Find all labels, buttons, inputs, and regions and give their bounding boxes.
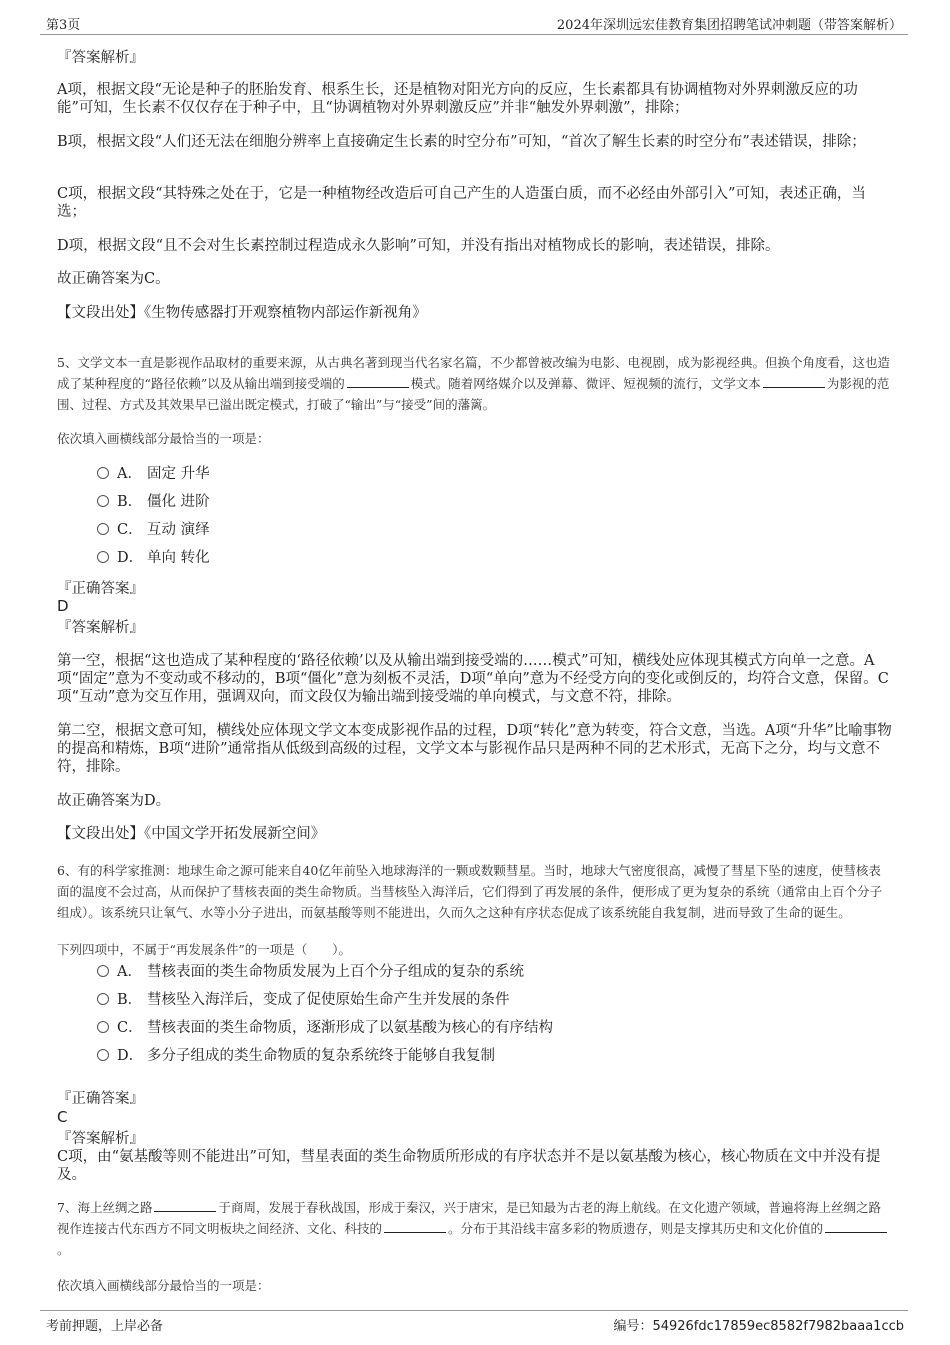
- radio-icon[interactable]: [97, 965, 109, 977]
- q5-option-d[interactable]: D． 单向 转化: [97, 548, 210, 568]
- q4-conclusion: 故正确答案为C。: [57, 271, 170, 287]
- q6-option-a[interactable]: A． 彗核表面的类生命物质发展为上百个分子组成的复杂的系统: [97, 962, 524, 982]
- q5-analysis-title: 『答案解析』: [57, 620, 144, 636]
- q7-prompt: 依次填入画横线部分最恰当的一项是：: [57, 1278, 270, 1293]
- q4-source: 【文段出处】《生物传感器打开观察植物内部运作新视角》: [57, 305, 427, 321]
- q4-analysis-d: D项，根据文段“且不会对生长素控制过程造成永久影响”可知，并没有指出对植物成长的影响，表述错误，排除。: [57, 238, 780, 254]
- q5-analysis-2: 第二空，根据文意可知，横线处应体现文学文本变成影视作品的过程，D项“转化”意为转变，符合文意，当选。A项“升华”比喻事物的提高和精炼，B项“进阶”通常指从低级到高级的过程，文学文本与影视作品只是两种不同的艺术形式，无高下之分，均与文意不符，排除。: [57, 723, 892, 775]
- radio-icon[interactable]: [97, 1021, 109, 1033]
- page-footer: [40, 1310, 908, 1333]
- q4-analysis-a: A项，根据文段“无论是种子的胚胎发育、根系生长，还是植物对阳光方向的反应，生长素都具有协调植物对外界刺激反应的功能”可知，生长素不仅仅存在于种子中，且“协调植物对外界刺激反应”并非“触发外界刺激”，排除；: [57, 82, 858, 116]
- q7-stem: 7、海上丝绸之路 于商周，发展于春秋战国，形成于秦汉，兴于唐宋，是已知最为古老的海上航线。在文化遗产领域，普遍将海上丝绸之路视作连接古代东西方不同文明板块之间经济、文化、科技的 。分布于其沿线丰富多彩的物质遗存，则是支撑其历史和文化价值的。: [57, 1197, 892, 1260]
- q6-question: 下列四项中，不属于“再发展条件”的一项是（ ）。: [57, 942, 352, 957]
- q6-option-b[interactable]: B． 彗核坠入海洋后，变成了促使原始生命产生并发展的条件: [97, 990, 510, 1010]
- radio-icon[interactable]: [97, 467, 109, 479]
- q6-analysis-title: 『答案解析』: [57, 1131, 144, 1147]
- q4-analysis-b: B项，根据文段“人们还无法在细胞分辨率上直接确定生长素的时空分布”可知，“首次了解生长素的时空分布”表述错误，排除；: [57, 134, 866, 150]
- q5-stem: 5、文学文本一直是影视作品取材的重要来源，从古典名著到现当代名家名篇，不少都曾被改编为电影、电视剧，成为影视经典。但换个角度看，这也造成了某种程度的“路径依赖”以及从输出端到接受端的 模式。随着网络媒介以及弹幕、微评、短视频的流行，文学文本 为影视的范围、过程、方式及其效果早已溢出既定模式，打破了“输出”与“接受”间的藩篱。: [57, 355, 890, 412]
- q5-option-a[interactable]: A． 固定 升华: [97, 464, 210, 484]
- q6-analysis: C项，由“氨基酸等则不能进出”可知，彗星表面的类生命物质所形成的有序状态并不是以氨基酸为核心，核心物质在文中并没有提及。: [57, 1149, 881, 1183]
- blank-1: [154, 1199, 216, 1212]
- q5-option-b[interactable]: B． 僵化 进阶: [97, 492, 210, 512]
- q5-conclusion: 故正确答案为D。: [57, 793, 171, 809]
- blank-2: [763, 375, 825, 388]
- q5-answer: D: [57, 597, 69, 615]
- footer-slogan: 考前押题，上岸必备: [46, 1319, 164, 1334]
- q6-answer-title: 『正确答案』: [57, 1091, 144, 1107]
- q6-option-d[interactable]: D． 多分子组成的类生命物质的复杂系统终于能够自我复制: [97, 1046, 495, 1066]
- q5-analysis-1: 第一空，根据“这也造成了某种程度的‘路径依赖’以及从输出端到接受端的……模式”可知，横线处应体现其模式方向单一之意。A项“固定”意为不变动或不移动的，B项“僵化”意为刻板不灵活，D项“单向”意为不经受方向的变化或倒反的，均符合文意，保留。C项“互动”意为交互作用，强调双向，而文段仅为输出端到接受端的单向模式，与文意不符，排除。: [57, 653, 889, 705]
- q5-option-c[interactable]: C． 互动 演绎: [97, 520, 210, 540]
- q6-option-c[interactable]: C． 彗核表面的类生命物质，逐渐形成了以氨基酸为核心的有序结构: [97, 1018, 553, 1038]
- radio-icon[interactable]: [97, 1049, 109, 1061]
- blank-1: [347, 375, 409, 388]
- doc-code: 编号：54926fdc17859ec8582f7982baaa1ccb: [613, 1319, 904, 1334]
- blank-3: [825, 1220, 887, 1233]
- q5-answer-title: 『正确答案』: [57, 581, 144, 597]
- blank-2: [384, 1220, 446, 1233]
- radio-icon[interactable]: [97, 993, 109, 1005]
- q4-analysis-c: C项，根据文段“其特殊之处在于，它是一种植物经改造后可自己产生的人造蛋白质，而不必经由外部引入”可知，表述正确，当选；: [57, 186, 866, 220]
- q6-stem: 6、有的科学家推测：地球生命之源可能来自40亿年前坠入地球海洋的一颗或数颗彗星。当时，地球大气密度很高，减慢了彗星下坠的速度，使彗核表面的温度不会过高，从而保护了彗核表面的类生命物质。当彗核坠入海洋后，它们得到了再发展的条件，便形成了更为复杂的系统（通常由上百个分子组成）。该系统只让氧气、水等小分子进出，而氨基酸等则不能进出，久而久之这种有序状态促成了该系统能自我复制，进而导致了生命的诞生。: [57, 863, 883, 920]
- q5-source: 【文段出处】《中国文学开拓发展新空间》: [57, 826, 326, 842]
- radio-icon[interactable]: [97, 523, 109, 535]
- page-number: 第3页: [46, 18, 81, 33]
- radio-icon[interactable]: [97, 495, 109, 507]
- q4-analysis-title: 『答案解析』: [57, 50, 144, 66]
- document-title: 2024年深圳远宏佳教育集团招聘笔试冲刺题（带答案解析）: [556, 18, 902, 33]
- q5-prompt: 依次填入画横线部分最恰当的一项是：: [57, 431, 270, 446]
- page-header: [40, 14, 908, 35]
- radio-icon[interactable]: [97, 551, 109, 563]
- q6-answer: C: [57, 1108, 68, 1126]
